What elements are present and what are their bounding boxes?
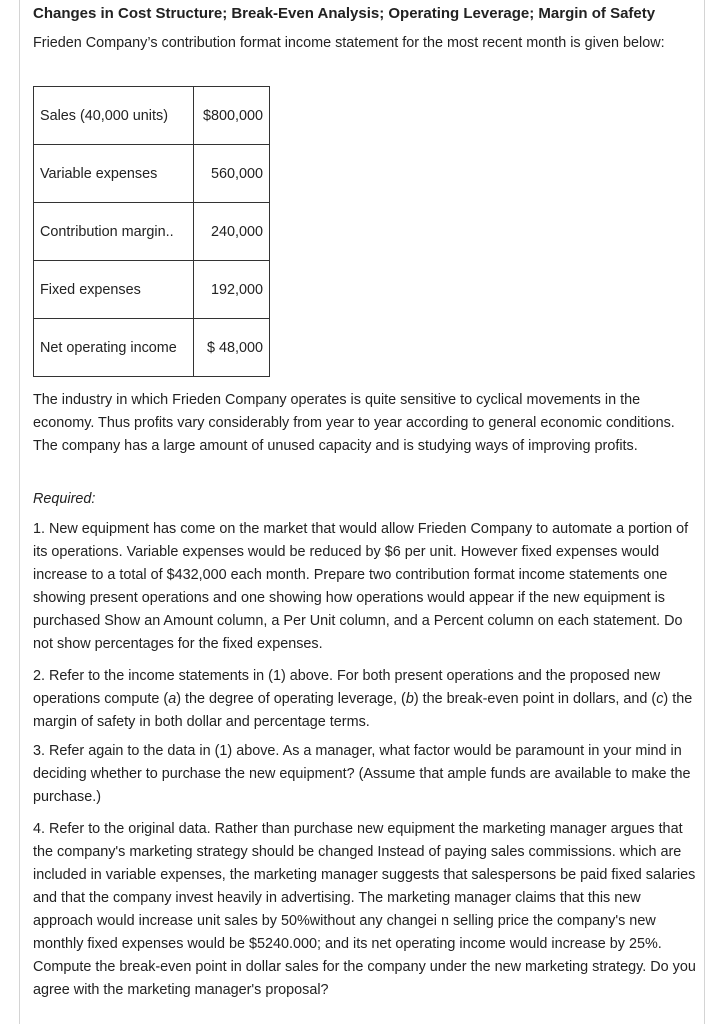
- required-label: Required:: [33, 491, 96, 507]
- page-title: Changes in Cost Structure; Break-Even Analysis; Operating Leverage; Margin of Safety: [33, 5, 656, 22]
- row-amount: $800,000: [194, 87, 270, 145]
- row-amount: 560,000: [194, 145, 270, 203]
- question-4: 4. Refer to the original data. Rather than purchase new equipment the marketing manager argues that the company's marketing strategy should be changed Instead of paying sales commissions. which are included in variable expenses, the marketing manager suggests that salespersons be paid fixed salaries and that the company invest heavily in advertising. The marketing manager claims that this new approach would increase unit sales by 50%without any changei n selling price the company's new monthly fixed expenses would be $5240.000; and its net operating income would increase by 25%. Compute the break-even point in dollar sales for the company under the new marketing strategy. Do you agree with the marketing manager's proposal?: [33, 821, 696, 998]
- right-border: [704, 0, 705, 1024]
- row-label: Net operating income: [34, 319, 194, 377]
- row-amount: 192,000: [194, 261, 270, 319]
- row-amount: $ 48,000: [194, 319, 270, 377]
- question-3: 3. Refer again to the data in (1) above. As a manager, what factor would be paramount in your mind in deciding whether to purchase the new equipment? (Assume that ample funds are available to make the purchase.): [33, 743, 691, 805]
- part-a-letter: a: [168, 691, 177, 707]
- row-label: Sales (40,000 units): [34, 87, 194, 145]
- table-row: [34, 203, 270, 261]
- row-amount: 240,000: [194, 203, 270, 261]
- question-2-text: ) the degree of operating leverage, (: [176, 691, 406, 707]
- part-b-letter: b: [405, 691, 414, 707]
- question-1: 1. New equipment has come on the market that would allow Frieden Company to automate a portion of its operations. Variable expenses would be reduced by $6 per unit. However fixed expenses would increase to a total of $432,000 each month. Prepare two contribution format income statements one showing present operations and one showing how operations would appear if the new equipment is purchased Show an Amount column, a Per Unit column, and a Percent column on each statement. Do not show percentages for the fixed expenses.: [33, 521, 689, 652]
- question-2-text: 2. Refer to the income statements in (1) above. For both present operations and the proposed new operations compute (: [33, 668, 661, 707]
- left-border: [19, 0, 20, 1024]
- question-2-text: ) the break-even point in dollars, and (: [413, 691, 657, 707]
- table-row: [34, 319, 270, 377]
- part-c-letter: c: [656, 691, 664, 707]
- question-2: [33, 665, 697, 734]
- intro-paragraph: Frieden Company’s contribution format income statement for the most recent month is given below:: [33, 35, 665, 51]
- row-label: Fixed expenses: [34, 261, 194, 319]
- income-statement-table: [33, 86, 270, 377]
- table-row: [34, 261, 270, 319]
- row-label: Contribution margin..: [34, 203, 194, 261]
- table-row: [34, 145, 270, 203]
- industry-paragraph: The industry in which Frieden Company operates is quite sensitive to cyclical movements in the economy. Thus profits vary considerably from year to year according to general economic conditions. The company has a large amount of unused capacity and is studying ways of improving profits.: [33, 392, 675, 454]
- table-row: [34, 87, 270, 145]
- question-2-text: ) the margin of safety in both dollar and percentage terms.: [33, 691, 693, 730]
- row-label: Variable expenses: [34, 145, 194, 203]
